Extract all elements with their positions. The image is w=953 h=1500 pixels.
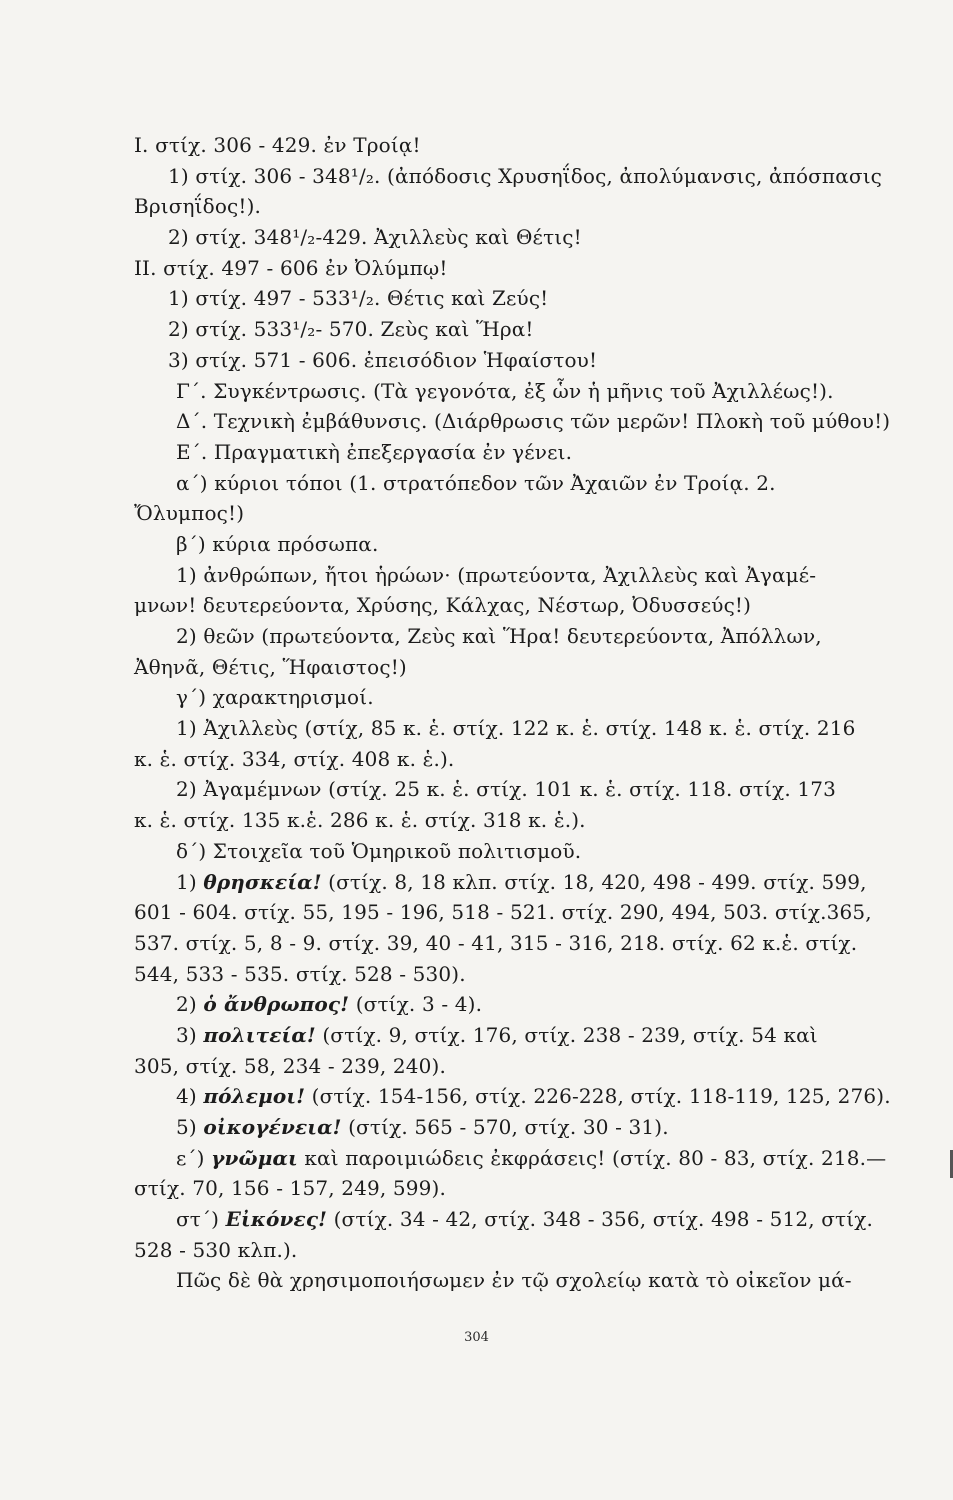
page-number: 304 <box>464 1330 489 1345</box>
text-line: Ἀθηνᾶ, Θέτις, Ἥφαιστος!) <box>134 654 407 679</box>
item-number: 1) <box>176 869 197 894</box>
item-number: 3) <box>176 1022 197 1047</box>
text-line: 601 - 604. στίχ. 55, 195 - 196, 518 - 521. στίχ. 290, 494, 503. στίχ.365, <box>134 900 872 925</box>
text-line: 1) Ἀχιλλεὺς (στίχ, 85 κ. ἑ. στίχ. 122 κ. ἑ. στίχ. 148 κ. ἑ. στίχ. 216 <box>176 716 856 741</box>
text-line: κ. ἑ. στίχ. 135 κ.ἑ. 286 κ. ἑ. στίχ. 318 κ. ἑ.). <box>134 808 586 833</box>
text-line: 528 - 530 κλπ.). <box>134 1237 298 1262</box>
text-line: 2) στίχ. 348¹/₂-429. Ἀχιλλεὺς καὶ Θέτις! <box>168 225 582 250</box>
text-run: (στίχ. 154-156, στίχ. 226-228, στίχ. 118-119, 125, 276). <box>311 1084 891 1109</box>
item-label: ε΄) <box>176 1145 205 1170</box>
text-line: 305, στίχ. 58, 234 - 239, 240). <box>134 1053 446 1078</box>
item-label: στ΄) <box>176 1207 220 1232</box>
text-line: α΄) κύριοι τόποι (1. στρατόπεδον τῶν Ἀχαιῶν ἐν Τροίᾳ. 2. <box>176 470 776 495</box>
topic-heading: πολιτεία! <box>203 1022 316 1047</box>
text-line: β΄) κύρια πρόσωπα. <box>176 531 379 556</box>
text-line: 3) στίχ. 571 - 606. ἐπεισόδιον Ἡφαίστου! <box>168 347 598 372</box>
text-line <box>132 1020 852 1051</box>
text-line: γ΄) χαρακτηρισμοί. <box>176 685 374 710</box>
text-line <box>132 867 867 898</box>
topic-heading: γνῶμαι <box>211 1145 298 1170</box>
text-line: δ΄) Στοιχεῖα τοῦ Ὁμηρικοῦ πολιτισμοῦ. <box>176 838 582 863</box>
text-line: 1) ἀνθρώπων, ἤτοι ἡρώων· (πρωτεύοντα, Ἀχιλλεὺς καὶ Ἀγαμέ- <box>176 562 817 587</box>
text-line <box>132 1112 852 1143</box>
text-run: (στίχ. 8, 18 κλπ. στίχ. 18, 420, 498 - 499. στίχ. 599, <box>328 869 867 894</box>
text-line <box>132 1204 874 1235</box>
topic-heading: πόλεμοι! <box>203 1084 306 1109</box>
text-line: Ι. στίχ. 306 - 429. ἐν Τροίᾳ! <box>134 133 421 157</box>
text-line: κ. ἑ. στίχ. 334, στίχ. 408 κ. ἑ.). <box>134 746 455 771</box>
topic-heading: Εἰκόνες! <box>225 1207 328 1232</box>
text-run: (στίχ. 565 - 570, στίχ. 30 - 31). <box>348 1115 669 1139</box>
text-line <box>132 1143 887 1174</box>
text-run: (στίχ. 9, στίχ. 176, στίχ. 238 - 239, στίχ. 54 καὶ <box>322 1022 818 1047</box>
text-line: Ὄλυμπος!) <box>134 501 245 526</box>
text-line: 2) θεῶν (πρωτεύοντα, Ζεὺς καὶ Ἥρα! δευτερεύοντα, Ἀπόλλων, <box>176 624 822 648</box>
item-number: 5) <box>176 1115 197 1139</box>
topic-heading: θρησκεία! <box>203 869 322 894</box>
text-line: Ε΄. Πραγματικὴ ἐπεξεργασία ἐν γένει. <box>176 439 573 464</box>
text-line: 537. στίχ. 5, 8 - 9. στίχ. 39, 40 - 41, 315 - 316, 218. στίχ. 62 κ.ἑ. στίχ. <box>134 930 858 955</box>
text-line: 1) στίχ. 497 - 533¹/₂. Θέτις καὶ Ζεύς! <box>168 286 549 311</box>
text-line: 2) Ἀγαμέμνων (στίχ. 25 κ. ἑ. στίχ. 101 κ. ἑ. στίχ. 118. στίχ. 173 <box>176 777 836 802</box>
text-line: μνων! δευτερεύοντα, Χρύσης, Κάλχας, Νέστωρ, Ὀδυσσεύς!) <box>134 593 752 618</box>
text-run: (στίχ. 3 - 4). <box>355 992 483 1017</box>
text-line: ΙΙ. στίχ. 497 - 606 ἐν Ὀλύμπῳ! <box>134 255 448 280</box>
text-line: Γ΄. Συγκέντρωσις. (Τὰ γεγονότα, ἐξ ὧν ἡ μῆνις τοῦ Ἀχιλλέως!). <box>176 378 834 403</box>
text-line: Βρισηΐδος!). <box>134 194 262 219</box>
topic-heading: ὁ ἄνθρωπος! <box>203 992 350 1017</box>
text-line: Πῶς δὲ θὰ χρησιμοποιήσωμεν ἐν τῷ σχολείῳ κατὰ τὸ οἰκεῖον μά- <box>176 1268 852 1293</box>
text-line: 544, 533 - 535. στίχ. 528 - 530). <box>134 961 466 986</box>
text-line: 1) στίχ. 306 - 348¹/₂. (ἀπόδοσις Χρυσηΐδος, ἀπολύμανσις, ἀπόσπασις <box>168 163 883 188</box>
text-run: καὶ παροιμιώδεις ἐκφράσεις! (στίχ. 80 - 83, στίχ. 218.— <box>304 1145 887 1170</box>
text-run: (στίχ. 34 - 42, στίχ. 348 - 356, στίχ. 498 - 512, στίχ. <box>333 1207 874 1232</box>
page-body-text <box>132 130 891 1296</box>
text-line <box>132 989 852 1020</box>
topic-heading: οἰκογένεια! <box>203 1115 342 1139</box>
item-number: 2) <box>176 992 197 1017</box>
text-line <box>132 1081 891 1112</box>
text-line: 2) στίχ. 533¹/₂- 570. Ζεὺς καὶ Ἥρα! <box>168 317 534 342</box>
text-line: Δ΄. Τεχνικὴ ἐμβάθυνσις. (Διάρθρωσις τῶν μερῶν! Πλοκὴ τοῦ μύθου!) <box>176 409 891 434</box>
text-line: στίχ. 70, 156 - 157, 249, 599). <box>134 1176 446 1201</box>
item-number: 4) <box>176 1084 197 1109</box>
